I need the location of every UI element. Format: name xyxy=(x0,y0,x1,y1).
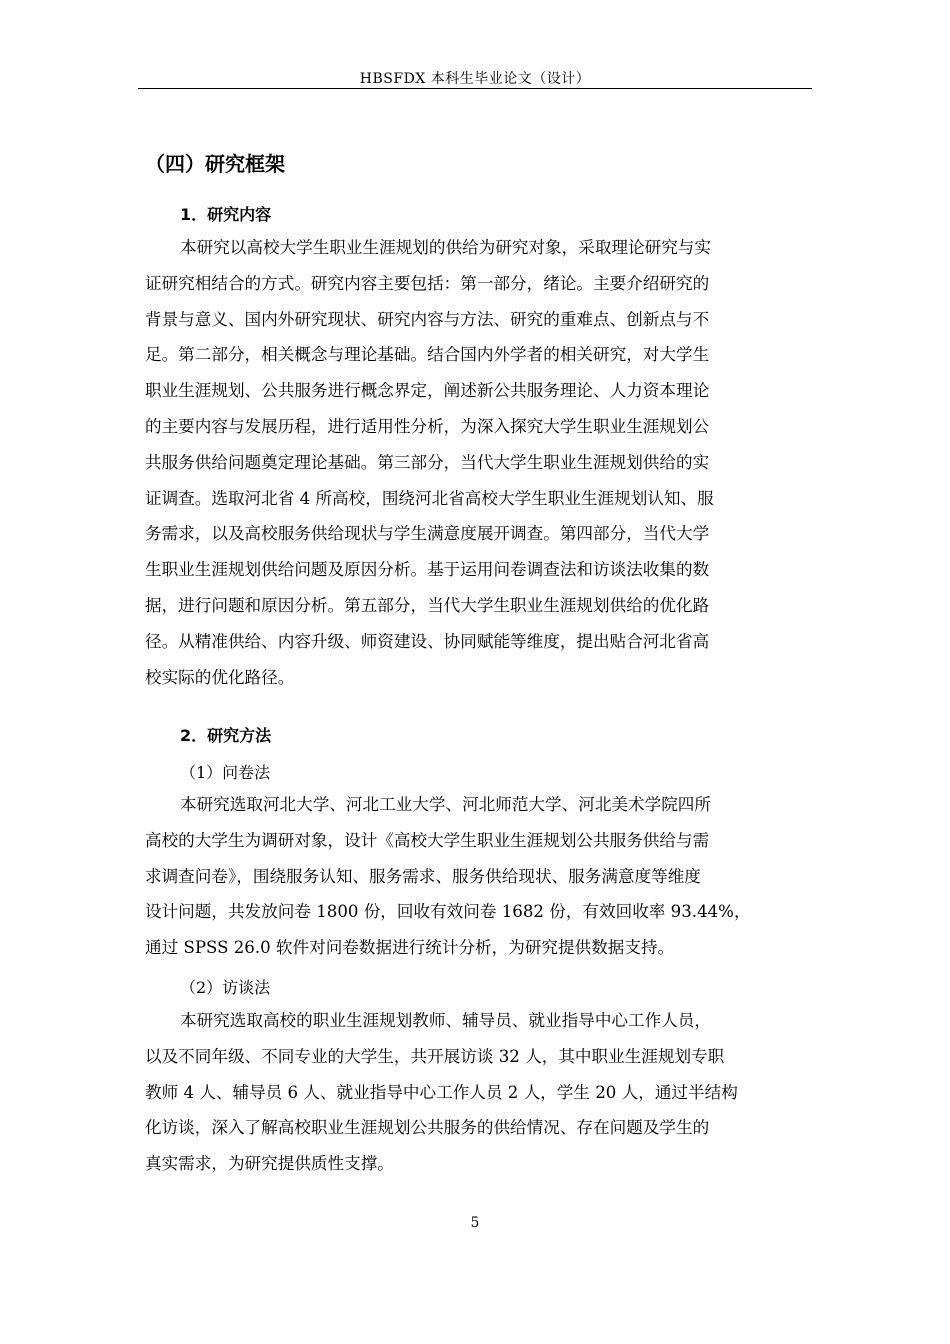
paragraph-line: 生职业生涯规划供给问题及原因分析。基于运用问卷调查法和访谈法收集的数 xyxy=(145,560,710,580)
paragraph-line: 的主要内容与发展历程，进行适用性分析，为深入探究大学生职业生涯规划公 xyxy=(145,416,710,436)
paragraph-line: 职业生涯规划、公共服务进行概念界定，阐述新公共服务理论、人力资本理论 xyxy=(145,381,710,401)
research-content-paragraph xyxy=(145,230,807,695)
paragraph-line: 据，进行问题和原因分析。第五部分，当代大学生职业生涯规划供给的优化路 xyxy=(145,595,710,615)
paragraph-line: 校实际的优化路径。 xyxy=(145,667,295,687)
paragraph-line: 本研究选取高校的职业生涯规划教师、辅导员、就业指导中心工作人员， xyxy=(180,1011,711,1030)
paragraph-line: 务需求，以及高校服务供给现状与学生满意度展开调查。第四部分，当代大学 xyxy=(145,524,710,544)
interview-heading: （2）访谈法 xyxy=(180,978,271,997)
paragraph-line: 背景与意义、国内外研究现状、研究内容与方法、研究的重难点、创新点与不 xyxy=(145,309,710,329)
paragraph-line: 共服务供给问题奠定理论基础。第三部分，当代大学生职业生涯规划供给的实 xyxy=(145,452,710,472)
paragraph-line: 径。从精准供给、内容升级、师资建设、协同赋能等维度，提出贴合河北省高 xyxy=(145,631,710,651)
questionnaire-heading: （1）问卷法 xyxy=(180,763,271,782)
paragraph-line: 通过 SPSS 26.0 软件对问卷数据进行统计分析，为研究提供数据支持。 xyxy=(145,938,675,958)
paragraph-line: 求调查问卷》，围绕服务认知、服务需求、服务供给现状、服务满意度等维度 xyxy=(145,866,701,886)
paragraph-line: 教师 4 人、辅导员 6 人、就业指导中心工作人员 2 人，学生 20 人，通过半结构 xyxy=(145,1082,738,1102)
running-header: HBSFDX 本科生毕业论文（设计） xyxy=(359,71,591,87)
paragraph-line: 本研究以高校大学生职业生涯规划的供给为研究对象，采取理论研究与实 xyxy=(180,238,711,257)
paragraph-line: 真实需求，为研究提供质性支撑。 xyxy=(145,1154,394,1174)
research-methods-heading: 2．研究方法 xyxy=(180,726,272,745)
section-heading: （四）研究框架 xyxy=(145,152,285,176)
questionnaire-paragraph xyxy=(145,787,807,966)
paragraph-line: 证研究相结合的方式。研究内容主要包括：第一部分，绪论。主要介绍研究的 xyxy=(145,273,710,293)
header-rule xyxy=(138,88,812,89)
paragraph-line: 高校的大学生为调研对象，设计《高校大学生职业生涯规划公共服务供给与需 xyxy=(145,830,710,850)
research-content-heading: 1．研究内容 xyxy=(180,205,272,224)
interview-paragraph xyxy=(145,1003,807,1182)
paragraph-line: 设计问题，共发放问卷 1800 份，回收有效问卷 1682 份，有效回收率 93.44%， xyxy=(145,902,751,922)
paragraph-line: 以及不同年级、不同专业的大学生，共开展访谈 32 人，其中职业生涯规划专职 xyxy=(145,1046,725,1066)
paragraph-line: 本研究选取河北大学、河北工业大学、河北师范大学、河北美术学院四所 xyxy=(180,795,711,814)
paragraph-line: 证调查。选取河北省 4 所高校，围绕河北省高校大学生职业生涯规划认知、服 xyxy=(145,488,714,508)
paragraph-line: 足。第二部分，相关概念与理论基础。结合国内外学者的相关研究，对大学生 xyxy=(145,345,710,365)
paragraph-line: 化访谈，深入了解高校职业生涯规划公共服务的供给情况、存在问题及学生的 xyxy=(145,1118,710,1138)
page-number: 5 xyxy=(470,1215,480,1231)
